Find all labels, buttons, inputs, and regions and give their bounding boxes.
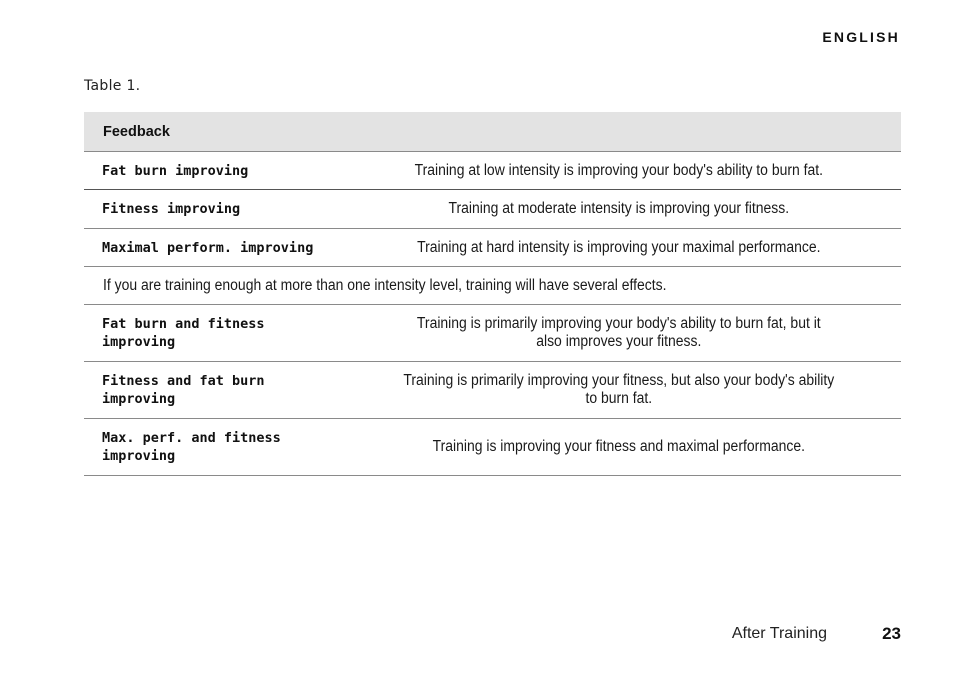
table-caption: Table 1. — [84, 78, 141, 94]
row-term: Fat burn improving — [102, 162, 249, 179]
desc-line: Training is primarily improving your fitness, but also your body's ability — [403, 372, 835, 389]
table-row — [84, 362, 901, 419]
footer-section-title: After Training — [731, 625, 827, 642]
term-line: Fitness and fat burn — [102, 373, 265, 389]
row-description: Training at moderate intensity is improving your fitness. — [448, 200, 790, 217]
desc-line: also improves your fitness. — [536, 333, 702, 350]
row-description: Training at hard intensity is improving your maximal performance. — [417, 238, 821, 256]
term-line: improving — [102, 448, 176, 464]
row-description: Training at low intensity is improving your body's ability to burn fat. — [414, 161, 824, 179]
feedback-table — [84, 112, 901, 476]
row-description — [370, 372, 873, 408]
row-term — [84, 372, 342, 408]
table-header: Feedback — [84, 112, 901, 152]
desc-line: Training is primarily improving your body's ability to burn fat, but it — [416, 315, 821, 332]
table-row — [84, 152, 901, 190]
row-term — [84, 429, 342, 465]
row-term: Fitness improving — [102, 201, 241, 217]
table-row — [84, 229, 901, 267]
language-label: ENGLISH — [822, 29, 900, 45]
table-note — [84, 267, 901, 305]
desc-line: Training is improving your fitness and maximal performance. — [432, 438, 806, 455]
row-term: Maximal perform. improving — [102, 239, 314, 256]
row-description — [370, 315, 873, 351]
term-line: Max. perf. and fitness — [102, 430, 281, 446]
term-line: improving — [102, 391, 176, 407]
table-row — [84, 419, 901, 476]
note-text: If you are training enough at more than one intensity level, training will have several effects. — [103, 276, 667, 294]
term-line: improving — [102, 334, 176, 350]
row-term — [84, 315, 342, 351]
row-description — [370, 438, 873, 456]
table-row — [84, 305, 901, 362]
page-number: 23 — [882, 624, 901, 643]
table-row — [84, 190, 901, 229]
term-line: Fat burn and fitness — [102, 316, 265, 332]
desc-line: to burn fat. — [585, 390, 653, 407]
